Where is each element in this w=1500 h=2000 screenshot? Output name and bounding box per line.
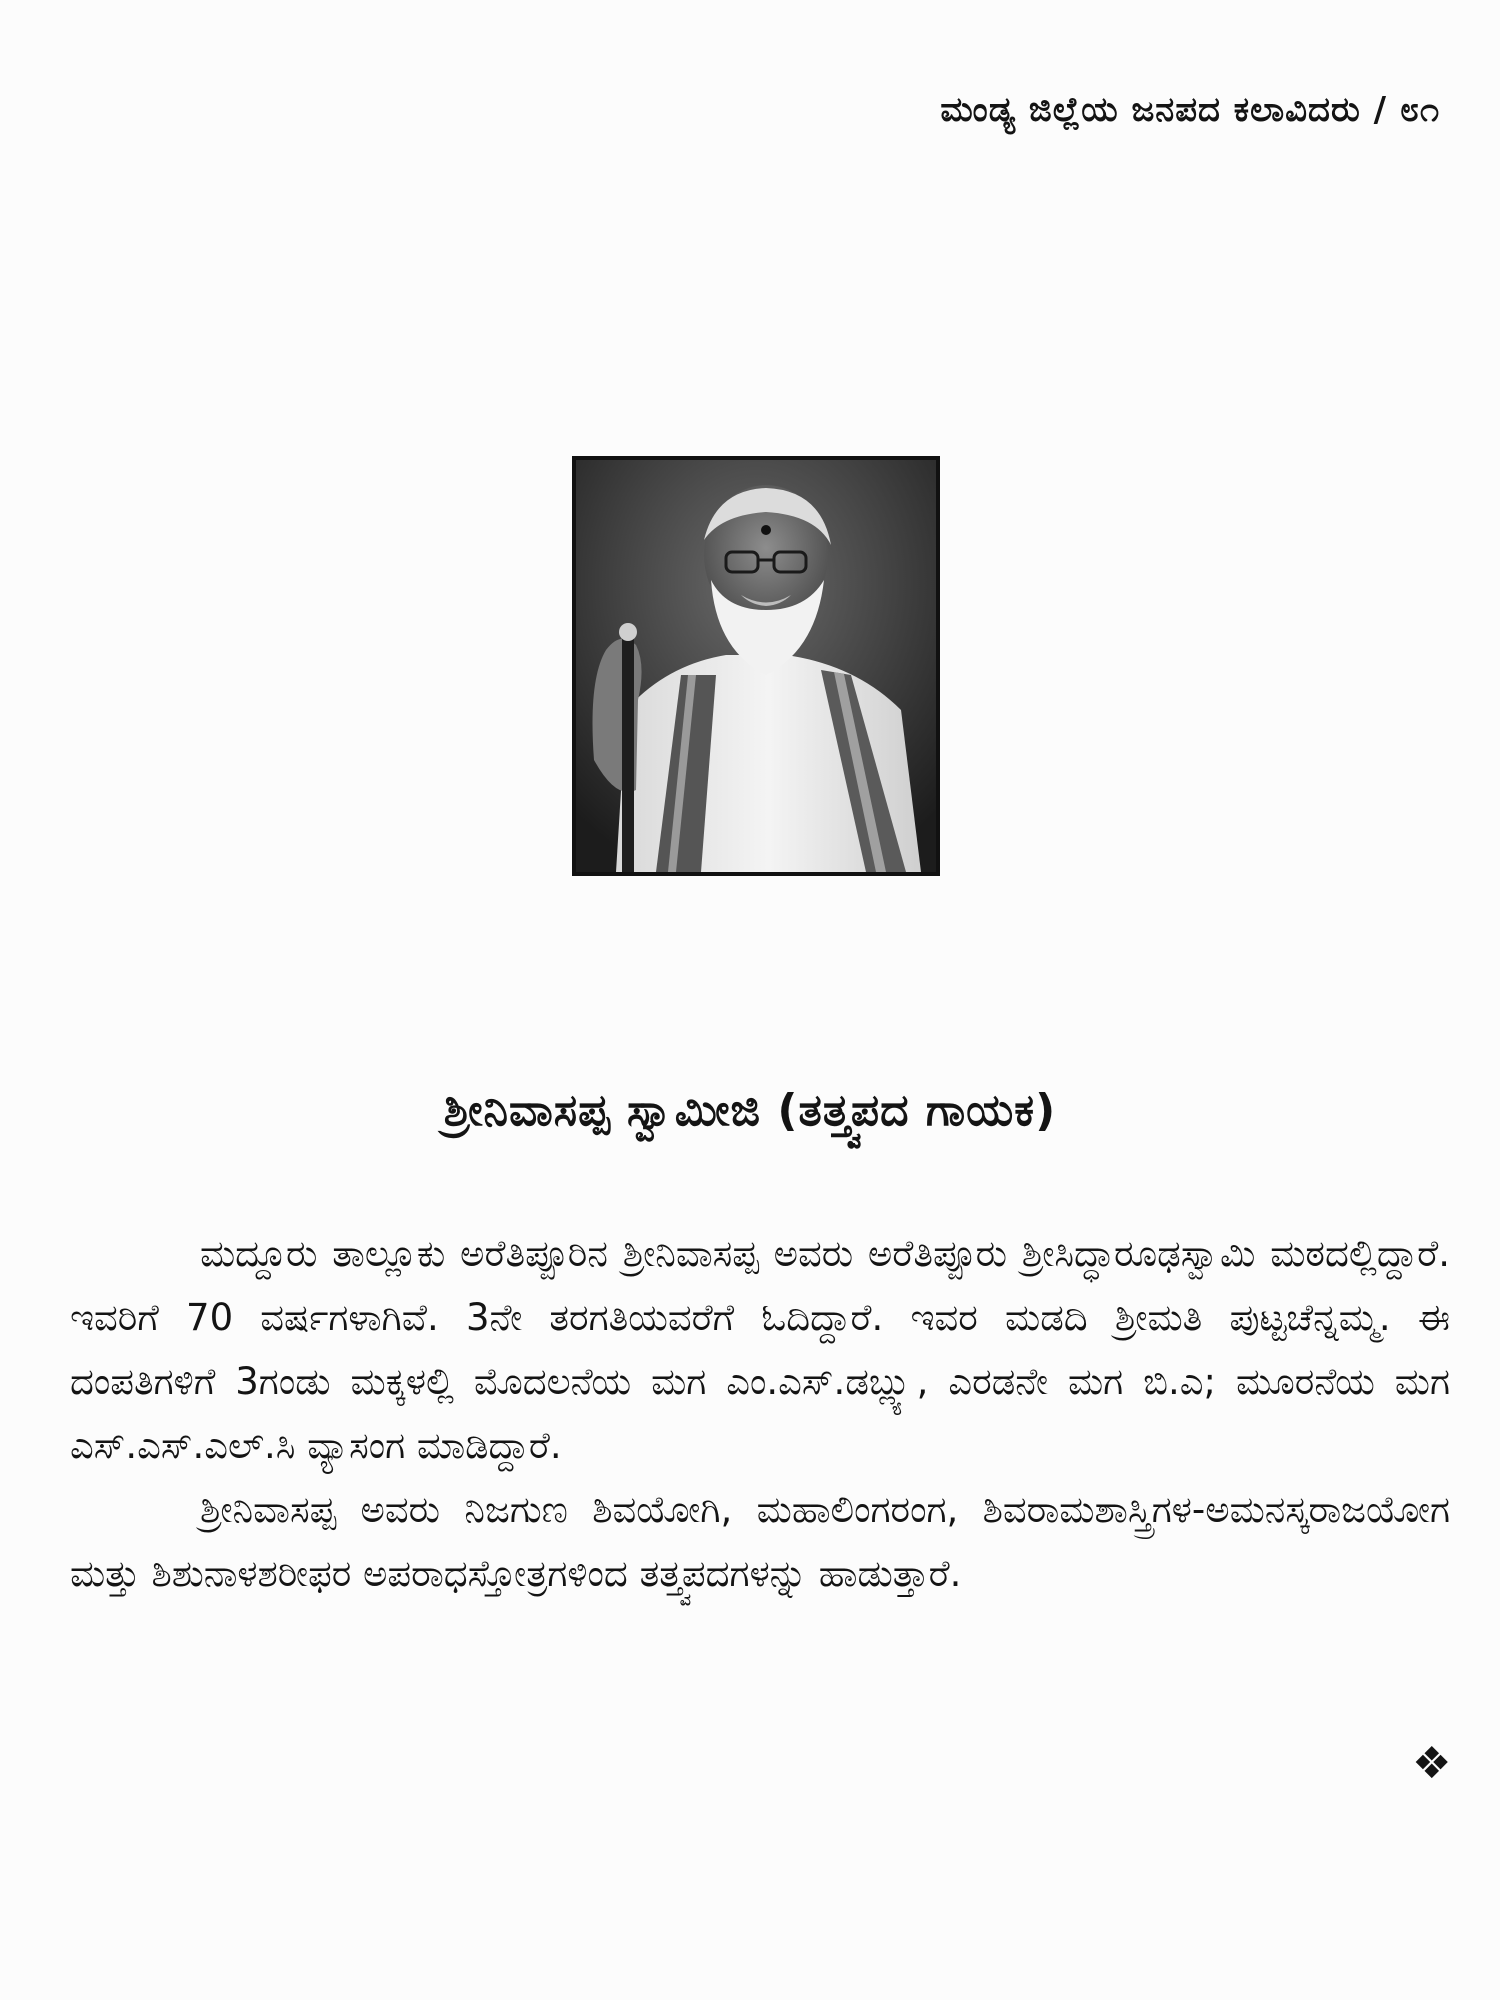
article-title: ಶ್ರೀನಿವಾಸಪ್ಪ ಸ್ವಾಮೀಜಿ (ತತ್ತ್ವಪದ ಗಾಯಕ): [443, 1085, 1057, 1136]
end-ornament-icon: ❖: [1412, 1738, 1452, 1789]
article-body: [70, 1222, 1450, 1606]
portrait-photo-icon: [576, 460, 936, 872]
running-header: ಮಂಡ್ಯ ಜಿಲ್ಲೆಯ ಜನಪದ ಕಲಾವಿದರು / ೮೧: [940, 90, 1440, 130]
paragraph: ಶ್ರೀನಿವಾಸಪ್ಪ ಅವರು ನಿಜಗುಣ ಶಿವಯೋಗಿ, ಮಹಾಲಿಂಗರಂಗ, ಶಿವರಾಮಶಾಸ್ತ್ರಿಗಳ-ಅಮನಸ್ಕರಾಜಯೋಗ ಮತ್ತು ಶಿಶುನಾಳಶರೀಫರ ಅಪರಾಧಸ್ತೋತ್ರಗಳಿಂದ ತತ್ತ್ವಪದಗಳನ್ನು ಹಾಡುತ್ತಾರೆ.: [70, 1488, 1450, 1595]
portrait-photo: [572, 456, 940, 876]
paragraph: ಮದ್ದೂರು ತಾಲ್ಲೂಕು ಅರೆತಿಪ್ಪೂರಿನ ಶ್ರೀನಿವಾಸಪ್ಪ ಅವರು ಅರೆತಿಪ್ಪೂರು ಶ್ರೀಸಿದ್ಧಾರೂಢಸ್ವಾಮಿ ಮಠದಲ್ಲಿದ್ದಾರೆ. ಇವರಿಗೆ 70 ವರ್ಷಗಳಾಗಿವೆ. 3ನೇ ತರಗತಿಯವರೆಗೆ ಓದಿದ್ದಾರೆ. ಇವರ ಮಡದಿ ಶ್ರೀಮತಿ ಪುಟ್ಟಚೆನ್ನಮ್ಮ. ಈ ದಂಪತಿಗಳಿಗೆ 3ಗಂಡು ಮಕ್ಕಳಲ್ಲಿ ಮೊದಲನೆಯ ಮಗ ಎಂ.ಎಸ್.ಡಬ್ಲ್ಯು, ಎರಡನೇ ಮಗ ಬಿ.ಎ; ಮೂರನೆಯ ಮಗ ಎಸ್.ಎಸ್.ಎಲ್.ಸಿ ವ್ಯಾಸಂಗ ಮಾಡಿದ್ದಾರೆ.: [70, 1232, 1450, 1467]
